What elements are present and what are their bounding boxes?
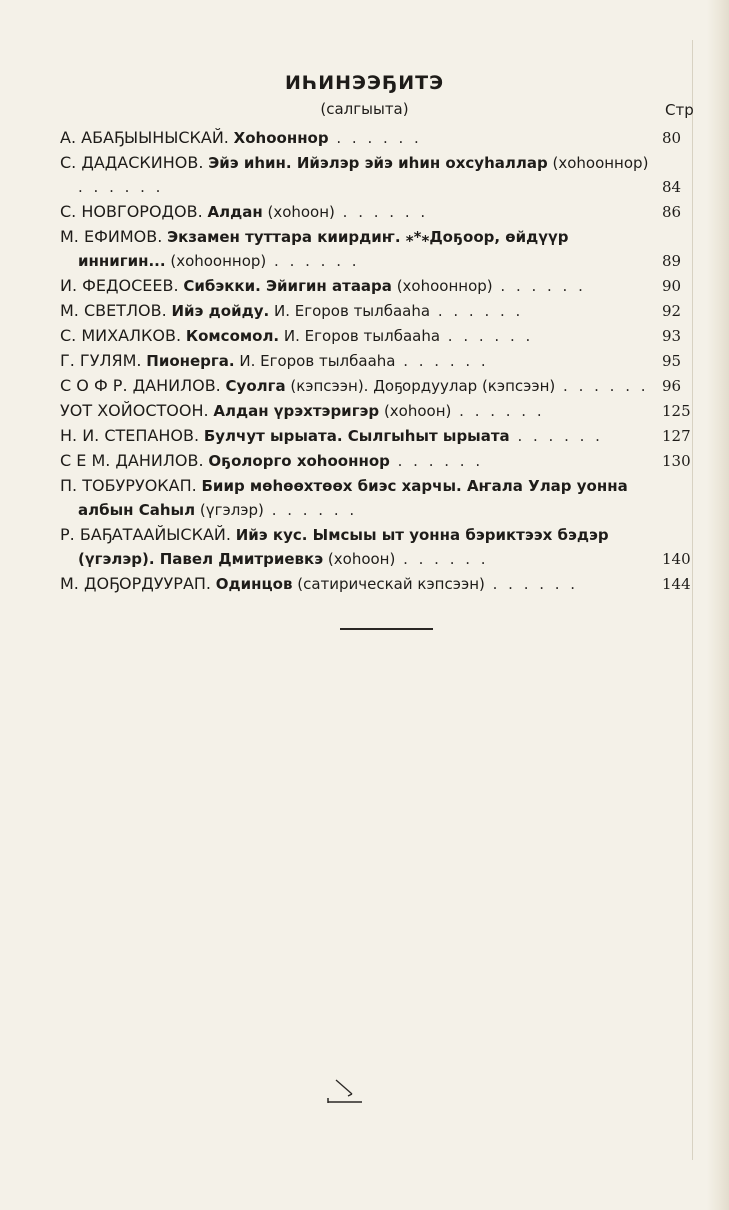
toc-work-title: Сибэкки. Эйигин атаара (183, 277, 392, 295)
page-edge (707, 0, 729, 1210)
toc-note: (хоһоон) (383, 402, 452, 420)
toc-work-title: Хоһооннор (233, 129, 329, 147)
toc-entry (60, 200, 690, 224)
toc-author: И. ФЕДОСЕЕВ. (60, 276, 179, 295)
toc-entry (60, 449, 690, 473)
toc-entry (60, 126, 690, 150)
toc-entry-text (60, 572, 660, 596)
toc-work-title: Суолга (225, 377, 286, 395)
toc-work-title: Экзамен туттара киирдиҥ. ⁎*⁎Доҕоор, өйдүүр иннигин... (78, 228, 569, 270)
toc-work-title: Оҕолорго хоһооннор (208, 452, 390, 470)
toc-author: С. МИХАЛКОВ. (60, 326, 182, 345)
toc-entry-text (60, 200, 660, 224)
toc-entry (60, 523, 690, 571)
toc-work-title: Пионерга. (146, 352, 235, 370)
toc-entry (60, 349, 690, 373)
toc-leader-dots: . . . . . . (263, 501, 358, 519)
toc-leader-dots: . . . . . . (440, 327, 534, 345)
toc-page-number: 140 (662, 550, 691, 568)
toc-work-title: Одинцов (215, 575, 293, 593)
toc-page-number: 144 (662, 575, 691, 593)
toc-page-number: 86 (662, 203, 682, 221)
toc-entry (60, 225, 690, 273)
toc-page-number: 125 (662, 402, 691, 420)
toc-note: (хоһооннор) (552, 154, 649, 172)
toc-work-title: Биир мөһөөхтөөх биэс харчы. Аҥала Улар уонна албын Саһыл (78, 477, 628, 519)
toc-page-number: 89 (662, 252, 682, 270)
toc-page-number: 96 (662, 377, 682, 395)
toc-entry (60, 374, 690, 398)
toc-entry (60, 274, 690, 298)
toc-page-number: 130 (662, 452, 691, 470)
toc-leader-dots: . . . . . . (555, 377, 649, 395)
toc-entry-text (60, 324, 660, 348)
toc-author: М. ДОҔОРДУУРАП. (60, 574, 212, 593)
toc-leader-dots: . . . . . . (395, 550, 489, 568)
toc-work-title: Ийэ дойду. (171, 302, 270, 320)
toc-note: (хоһооннор) (170, 252, 267, 270)
toc-note: (хоһоон) (327, 550, 396, 568)
toc-page-number: 84 (662, 178, 682, 196)
toc-author: Г. ГУЛЯМ. (60, 351, 142, 370)
toc-work-title: Булчут ырыата. Сылгыһыт ырыата (203, 427, 510, 445)
toc-leader-dots: . . . . . . (509, 427, 603, 445)
toc-leader-dots: . . . . . . (334, 203, 429, 221)
toc-leader-dots: . . . . . . (328, 129, 422, 147)
toc-author: УОТ ХОЙОСТООН. (60, 401, 209, 420)
toc-work-title: Ийэ кус. Ымсыы ыт уонна бэриктээх бэдэр (үгэлэр). Павел Дмитриевкэ (78, 526, 609, 568)
toc-page-number: 92 (662, 302, 682, 320)
toc-entry-text (60, 225, 660, 273)
toc-note: (үгэлэр) (199, 501, 264, 519)
toc-page-number: 95 (662, 352, 682, 370)
toc-page-number: 127 (662, 427, 691, 445)
toc-leader-dots: . . . . . . (451, 402, 545, 420)
toc-author: С Е М. ДАНИЛОВ. (60, 451, 204, 470)
toc-work-title: Алдан үрэхтэригэр (213, 402, 380, 420)
toc-author: Н. И. СТЕПАНОВ. (60, 426, 200, 445)
toc-entry (60, 151, 690, 199)
toc-note: (сатирическай кэпсээн) (297, 575, 485, 593)
toc-note: (хоһоон) (267, 203, 335, 221)
toc-author: С. ДАДАСКИНОВ. (60, 153, 204, 172)
toc-author: М. СВЕТЛОВ. (60, 301, 167, 320)
toc-entry (60, 572, 690, 596)
toc-entry (60, 299, 690, 323)
toc-page-number: 93 (662, 327, 682, 345)
toc-leader-dots: . . . . . . (389, 452, 484, 470)
toc-author: С. НОВГОРОДОВ. (60, 202, 203, 221)
toc-leader-dots: . . . . . . (492, 277, 586, 295)
toc-entry-text (60, 126, 660, 150)
toc-entry-text (60, 374, 660, 398)
toc-entry (60, 324, 690, 348)
toc-note: И. Егоров тылбааһа (239, 352, 396, 370)
toc-work-title: Алдан (207, 203, 263, 221)
toc-note: (хоһооннор) (396, 277, 493, 295)
toc-leader-dots: . . . . . . (430, 302, 524, 320)
toc-author: С О Ф Р. ДАНИЛОВ. (60, 376, 221, 395)
toc-entry-text (60, 449, 660, 473)
toc-leader-dots: . . . . . . (78, 178, 164, 196)
toc-note: (кэпсээн). Доҕордуулар (кэпсээн) (290, 377, 556, 395)
printer-mark-icon (322, 1076, 368, 1108)
toc-author: А. АБАҔЫЫНЫСКАЙ. (60, 128, 229, 147)
toc-work-title: Эйэ иһин. Ийэлэр эйэ иһин охсуһаллар (208, 154, 548, 172)
page-column-label: Стр (665, 101, 694, 119)
toc-entry-text (60, 151, 660, 199)
toc-page-number: 80 (662, 129, 682, 147)
page-subtitle: (салгыыта) (320, 100, 409, 118)
toc-note: И. Егоров тылбааһа (283, 327, 441, 345)
toc-author: М. ЕФИМОВ. (60, 227, 163, 246)
toc-leader-dots: . . . . . . (484, 575, 579, 593)
toc-entry-text (60, 274, 660, 298)
toc-leader-dots: . . . . . . (266, 252, 360, 270)
toc-entry-text (60, 299, 660, 323)
page-title: ИҺИНЭЭҔИТЭ (284, 72, 445, 94)
table-of-contents (60, 126, 690, 597)
toc-entry-text (60, 523, 660, 571)
toc-entry-text (60, 399, 660, 423)
toc-page-number: 90 (662, 277, 682, 295)
toc-author: П. ТОБУРУОКАП. (60, 476, 197, 495)
toc-author: Р. БАҔАТААЙЫСКАЙ. (60, 525, 231, 544)
toc-entry-text (60, 424, 660, 448)
toc-note: И. Егоров тылбааһа (273, 302, 431, 320)
page-fold-line (692, 40, 693, 1160)
toc-entry (60, 474, 690, 522)
toc-work-title: Комсомол. (185, 327, 280, 345)
toc-entry-text (60, 349, 660, 373)
toc-entry-text (60, 474, 660, 522)
divider-rule (340, 628, 433, 630)
toc-leader-dots: . . . . . . (395, 352, 489, 370)
toc-entry (60, 424, 690, 448)
toc-entry (60, 399, 690, 423)
